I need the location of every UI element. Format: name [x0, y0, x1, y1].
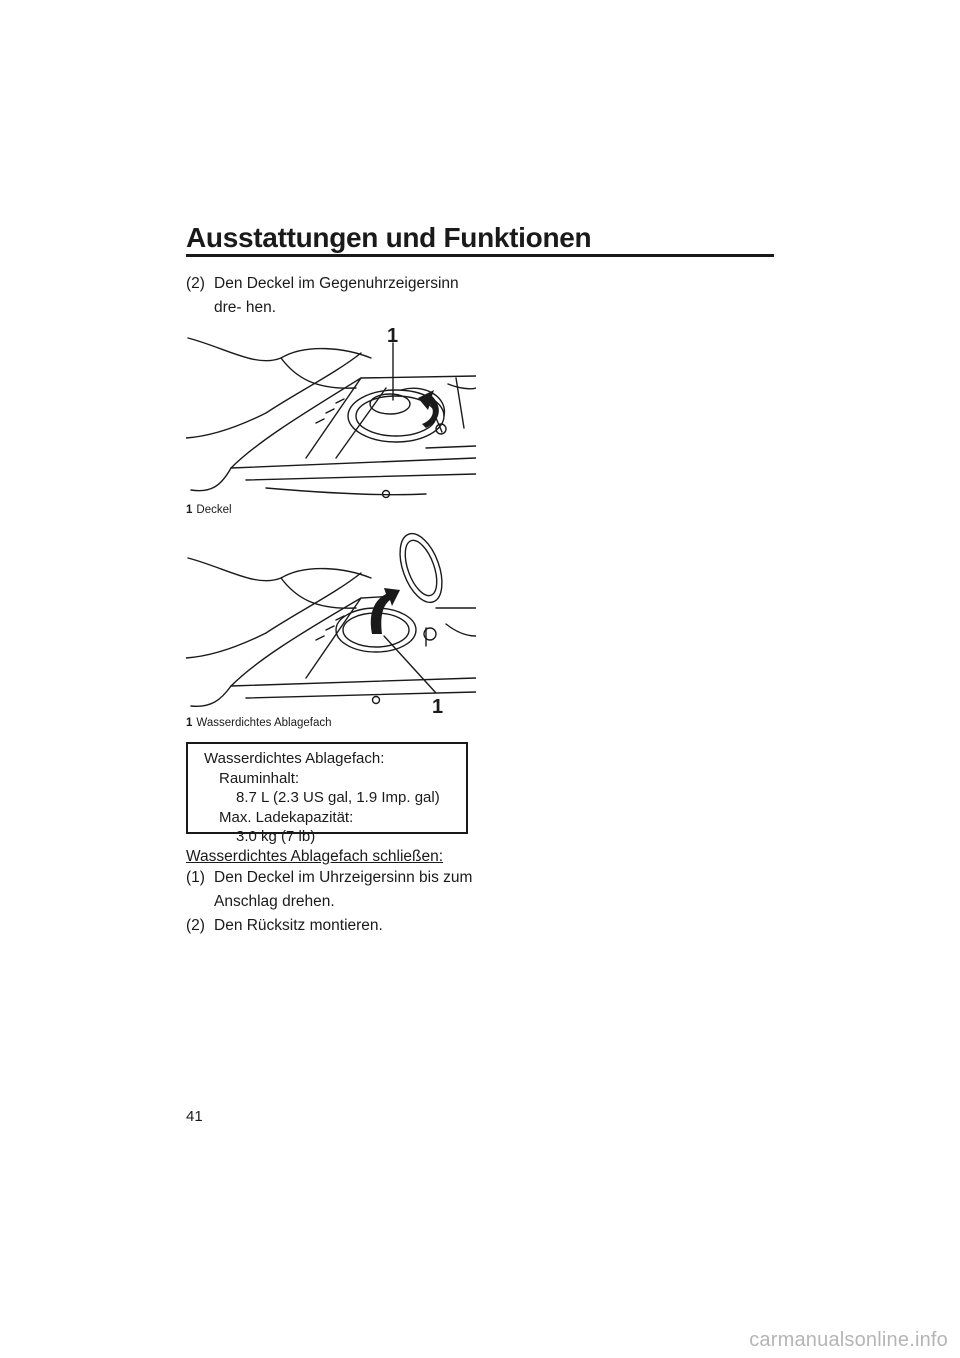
spec-volume-value: 8.7 L (2.3 US gal, 1.9 Imp. gal): [236, 789, 440, 806]
specification-box: [186, 742, 468, 845]
step-number: (1): [186, 869, 205, 886]
spec-load-value: 3.0 kg (7 lb): [236, 828, 316, 845]
spec-volume-label: Rauminhalt:: [219, 769, 300, 787]
callout-number: 1: [387, 325, 399, 347]
caption-number: 1: [186, 717, 193, 729]
caption-text: Wasserdichtes Ablagefach: [196, 717, 332, 729]
cover-rotation-illustration: [186, 318, 476, 508]
page-title: Ausstattungen und Funktionen: [186, 222, 592, 253]
caption-text: Deckel: [196, 504, 232, 516]
step-text: Den Deckel im Gegenuhrzeigersinn dre- hen.: [214, 275, 459, 316]
section-heading: Wasserdichtes Ablagefach schließen:: [186, 848, 444, 865]
title-rule: [186, 254, 774, 257]
figure-caption: [186, 504, 232, 516]
watermark: carmanualsonline.info: [749, 1329, 948, 1351]
spec-title: Wasserdichtes Ablagefach:: [204, 750, 385, 767]
close-steps-list: [186, 866, 486, 938]
list-item: [186, 914, 486, 938]
open-step: [186, 272, 486, 320]
step-text: Den Rücksitz montieren.: [214, 917, 383, 934]
caption-number: 1: [186, 504, 193, 516]
callout-number: 1: [432, 696, 444, 718]
step-number: (2): [186, 917, 205, 934]
step-text: Den Deckel im Uhrzeigersinn bis zum Anschlag drehen.: [214, 869, 473, 910]
step-number: (2): [186, 275, 205, 292]
spec-load-label: Max. Ladekapazität:: [219, 808, 354, 826]
figure-caption: [186, 717, 332, 729]
page-number: 41: [186, 1108, 203, 1125]
list-item: [186, 866, 486, 914]
open-compartment-illustration: [186, 528, 476, 718]
